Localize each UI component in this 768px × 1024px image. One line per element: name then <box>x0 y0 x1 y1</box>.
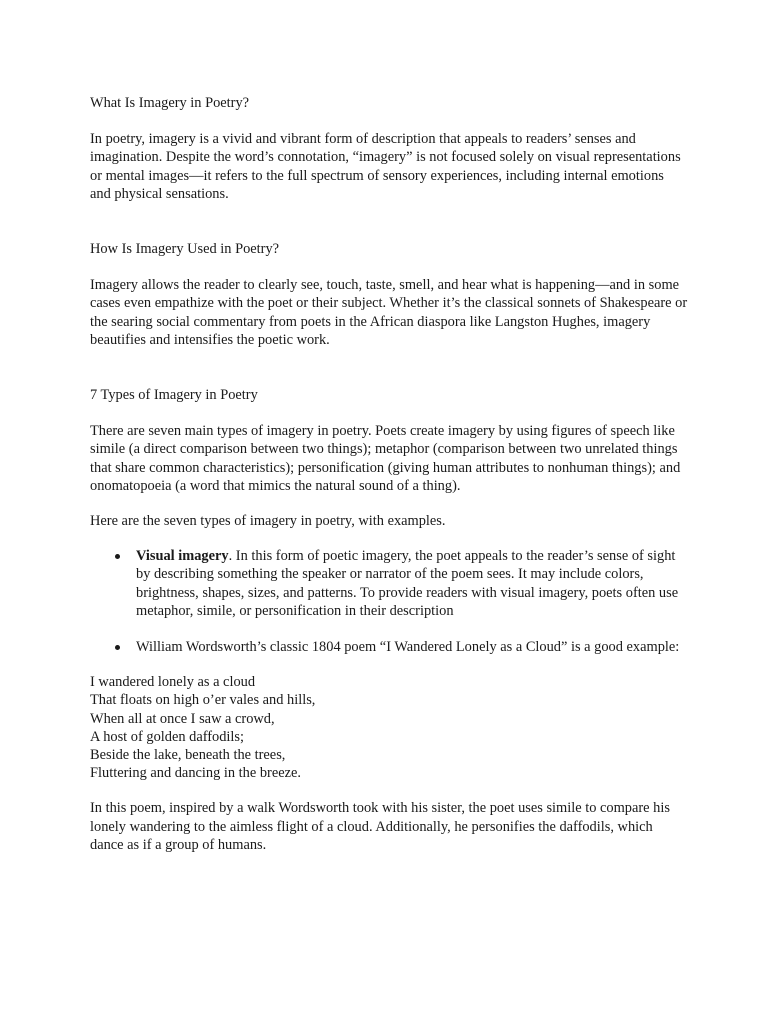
poem-line: A host of golden daffodils; <box>90 728 245 745</box>
list-item-wordsworth-example <box>90 638 688 656</box>
poem-line: Fluttering and dancing in the breeze. <box>90 765 301 782</box>
paragraph-poem-analysis: In this poem, inspired by a walk Wordsworth took with his sister, the poet uses simile to compare his lonely wandering to the aimless flight of a cloud. Additionally, he personifies the daffodils, which dance as if a group of humans. <box>90 800 670 853</box>
section-heading-how-imagery-used: How Is Imagery Used in Poetry? <box>90 241 280 258</box>
list-item-term: Visual imagery <box>136 548 229 565</box>
section-heading-types-of-imagery: 7 Types of Imagery in Poetry <box>90 387 258 404</box>
bullet-icon <box>115 645 120 650</box>
imagery-types-list <box>90 547 688 656</box>
poem-line: Beside the lake, beneath the trees, <box>90 747 286 764</box>
paragraph-figures-of-speech: There are seven main types of imagery in poetry. Poets create imagery by using figures of speech like simile (a direct comparison between two things); metaphor (comparison between two unrelated things that share common characteristics); personification (giving human attributes to nonhuman things); and onomatopoeia (a word that mimics the natural sound of a thing). <box>90 423 681 494</box>
list-item-text: . In this form of poetic imagery, the poet appeals to the reader’s sense of sight by describing something the speaker or narrator of the poem sees. It may include colors, brightness, shapes, sizes, and patterns. To provide readers with visual imagery, poets often use metaphor, simile, or personification in their description <box>136 548 679 619</box>
list-item-visual-imagery <box>90 547 688 620</box>
poem-excerpt <box>90 673 688 782</box>
poem-line: That floats on high o’er vales and hills, <box>90 692 316 709</box>
list-item-text: William Wordsworth’s classic 1804 poem “I Wandered Lonely as a Cloud” is a good example: <box>136 639 680 656</box>
paragraph-types-intro: Here are the seven types of imagery in poetry, with examples. <box>90 513 446 530</box>
poem-line: When all at once I saw a crowd, <box>90 710 275 727</box>
bullet-icon <box>115 554 120 559</box>
paragraph-imagery-usage: Imagery allows the reader to clearly see, touch, taste, smell, and hear what is happening—and in some cases even empathize with the poet or their subject. Whether it’s the classical sonnets of Shakespeare or the searing social commentary from poets in the African diaspora like Langston Hughes, imagery beautifies and intensifies the poetic work. <box>90 277 688 348</box>
poem-line: I wandered lonely as a cloud <box>90 674 256 691</box>
paragraph-imagery-definition: In poetry, imagery is a vivid and vibrant form of description that appeals to readers’ senses and imagination. Despite the word’s connotation, “imagery” is not focused solely on visual representations or mental images—it refers to the full spectrum of sensory experiences, including internal emotions and physical sensations. <box>90 131 681 202</box>
section-heading-what-is-imagery: What Is Imagery in Poetry? <box>90 95 250 111</box>
